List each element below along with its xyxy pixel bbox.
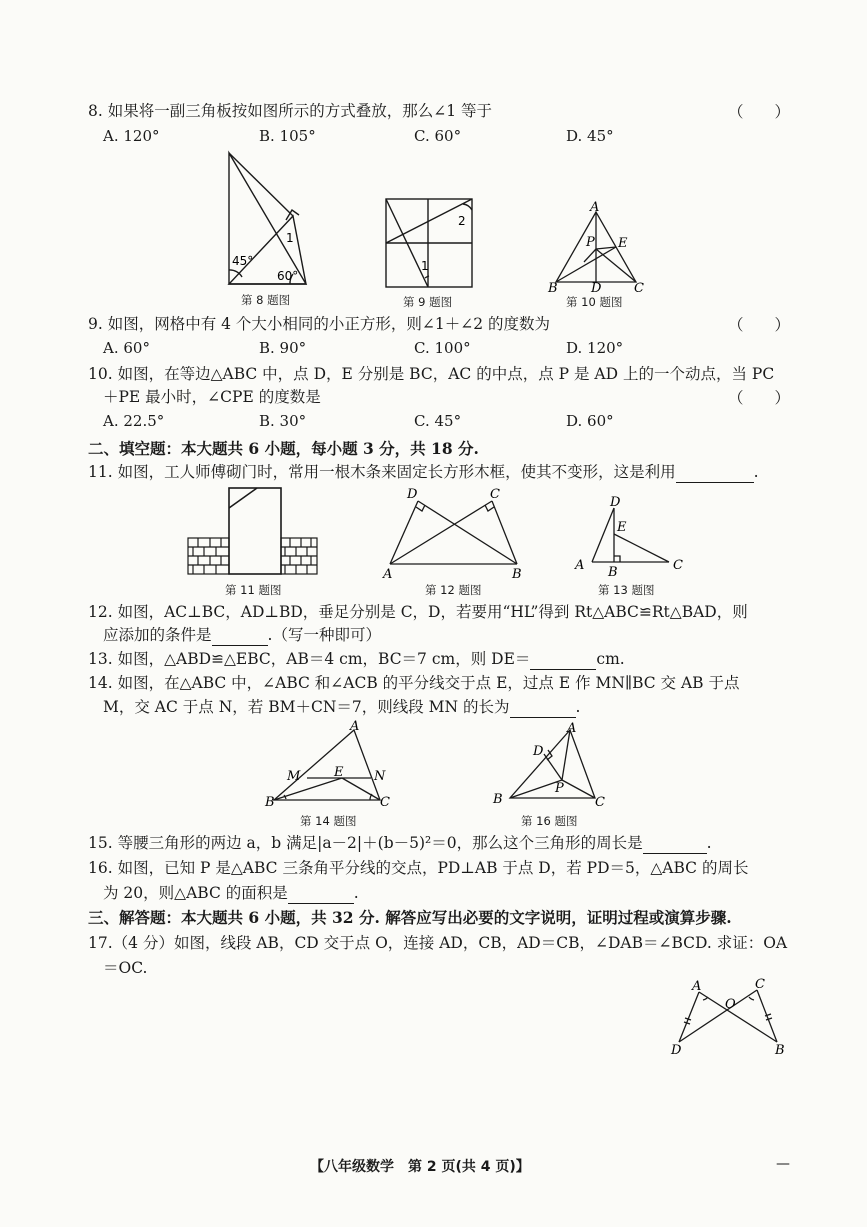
q9-option-b: B. 90° [259,339,307,357]
fig16-point-a: A [567,721,577,736]
fig14-point-m: M [287,769,301,784]
q15-text-body: 15. 等腰三角形的两边 a，b 满足|a－2|＋(b－5)²＝0，那么这个三角形的周长是 [88,834,643,852]
figure-8 [220,150,320,290]
section-2-heading: 二、填空题：本大题共 6 小题，每小题 3 分，共 18 分. [88,439,479,458]
fig13-point-e: E [617,520,627,535]
fig11-caption: 第 11 题图 [225,583,282,597]
fig8-caption: 第 8 题图 [241,293,291,307]
figure-16 [490,720,620,810]
q14-text-end: . [575,698,581,716]
fig16-point-c: C [595,795,605,810]
fig16-caption: 第 16 题图 [521,814,578,828]
fig14-point-e: E [334,765,344,780]
fig13-caption: 第 13 题图 [598,583,655,597]
fig8-angle-1-label: 1 [286,231,294,245]
q10-option-c: C. 45° [414,412,462,430]
q11-text [88,461,759,483]
q14-answer-blank[interactable] [510,702,576,718]
fig16-point-b: B [493,792,503,807]
fig14-point-c: C [380,795,390,810]
fig12-point-b: B [512,567,522,582]
fig12-point-a: A [383,567,393,582]
figure-9 [385,198,475,293]
footer-dash: — [776,1156,790,1172]
figure-12 [380,486,530,581]
q16-text-line2 [103,882,359,904]
fig12-point-c: C [490,487,500,502]
fig14-point-a: A [350,719,360,734]
fig12-point-d: D [407,487,418,502]
q16-text-line1: 16. 如图，已知 P 是△ABC 三条角平分线的交点，PD⊥AB 于点 D，若 PD＝5，△ABC 的周长 [88,859,749,877]
q12-answer-blank[interactable] [212,630,268,646]
q10-text-line1: 10. 如图，在等边△ABC 中，点 D，E 分别是 BC，AC 的中点，点 P 是 AD 上的一个动点，当 PC [88,365,775,383]
fig17-point-b: B [775,1043,785,1058]
figure-17 [665,978,795,1058]
q10-option-d: D. 60° [566,412,614,430]
fig9-angle-2-label: 2 [458,214,466,228]
fig14-point-b: B [265,795,275,810]
q11-text-body: 11. 如图，工人师傅砌门时，常用一根木条来固定长方形木框，使其不变形，这是利用 [88,463,676,481]
fig17-point-d: D [671,1043,682,1058]
fig8-angle-60-label: 60° [277,269,299,283]
fig14-caption: 第 14 题图 [300,814,357,828]
fig10-point-p: P [586,235,595,250]
fig14-point-n: N [374,769,386,784]
q10-option-b: B. 30° [259,412,307,430]
q8-text: 8. 如果将一副三角板按如图所示的方式叠放，那么∠1 等于 [88,102,492,120]
figure-14 [262,720,397,812]
figure-10 [548,200,648,296]
q9-option-c: C. 100° [414,339,471,357]
fig10-point-d: D [591,281,602,296]
q9-option-a: A. 60° [103,339,150,357]
q17-text-line2: ＝OC. [103,959,148,977]
fig13-point-d: D [610,495,621,510]
fig13-point-a: A [575,558,585,573]
q12-text-line1: 12. 如图，AC⊥BC，AD⊥BD，垂足分别是 C，D，若要用“HL”得到 Rt△ABC≌Rt△BAD，则 [88,603,748,621]
fig8-angle-45-label: 45° [232,254,254,268]
fig10-point-e: E [618,236,628,251]
q9-answer-paren: （ ） [728,316,791,334]
q10-option-a: A. 22.5° [103,412,165,430]
figure-13 [572,492,687,582]
q8-option-a: A. 120° [103,127,160,145]
section-3-heading: 三、解答题：本大题共 6 小题，共 32 分. 解答应写出必要的文字说明，证明过程或演算步骤. [88,908,732,927]
q15-text-end: . [706,834,712,852]
q16-text-line2-body: 为 20，则△ABC 的面积是 [103,884,288,902]
q13-text-end: cm. [596,650,625,668]
fig17-point-a: A [692,979,702,994]
page-footer: 【八年级数学 第 2 页(共 4 页)】 [310,1159,530,1175]
q11-answer-blank[interactable] [676,467,754,483]
q15-answer-blank[interactable] [643,838,707,854]
fig9-caption: 第 9 题图 [403,295,453,309]
q10-answer-paren: （ ） [728,389,791,407]
fig17-point-o: O [725,997,736,1012]
fig9-angle-1-label: 1 [421,259,429,273]
q14-text-line2-body: M，交 AC 于点 N，若 BM＋CN＝7，则线段 MN 的长为 [103,698,510,716]
q14-text-line1: 14. 如图，在△ABC 中，∠ABC 和∠ACB 的平分线交于点 E，过点 E 作 MN∥BC 交 AB 于点 [88,674,740,692]
fig10-point-b: B [548,281,558,296]
q12-text-line2-start: 应添加的条件是 [103,626,212,644]
q9-option-d: D. 120° [566,339,624,357]
q14-text-line2 [103,696,580,718]
q9-text: 9. 如图，网格中有 4 个大小相同的小正方形，则∠1＋∠2 的度数为 [88,315,551,333]
q13-text [88,648,625,670]
q11-text-end: . [753,463,759,481]
fig13-point-b: B [608,565,618,580]
fig10-caption: 第 10 题图 [566,295,623,309]
q15-text [88,832,712,854]
fig17-point-c: C [755,977,765,992]
q8-option-b: B. 105° [259,127,316,145]
q8-option-d: D. 45° [566,127,614,145]
fig10-point-a: A [590,200,600,215]
fig13-point-c: C [673,558,683,573]
q10-text-line2: ＋PE 最小时，∠CPE 的度数是 [103,388,321,406]
fig10-point-c: C [634,281,644,296]
q8-answer-paren: （ ） [728,103,791,121]
q12-text-line2 [103,624,381,646]
fig16-point-d: D [533,744,544,759]
figure-11 [185,486,320,576]
q13-text-body: 13. 如图，△ABD≌△EBC，AB＝4 cm，BC＝7 cm，则 DE＝ [88,650,531,668]
q17-text-line1: 17.（4 分）如图，线段 AB，CD 交于点 O，连接 AD，CB，AD＝CB，∠DAB＝∠BCD. 求证：OA [88,934,788,952]
q16-answer-blank[interactable] [288,888,354,904]
q12-text-line2-end: .（写一种即可） [267,626,381,644]
q16-text-end: . [353,884,359,902]
q13-answer-blank[interactable] [530,654,596,670]
q8-option-c: C. 60° [414,127,462,145]
fig16-point-p: P [555,781,564,796]
fig12-caption: 第 12 题图 [425,583,482,597]
